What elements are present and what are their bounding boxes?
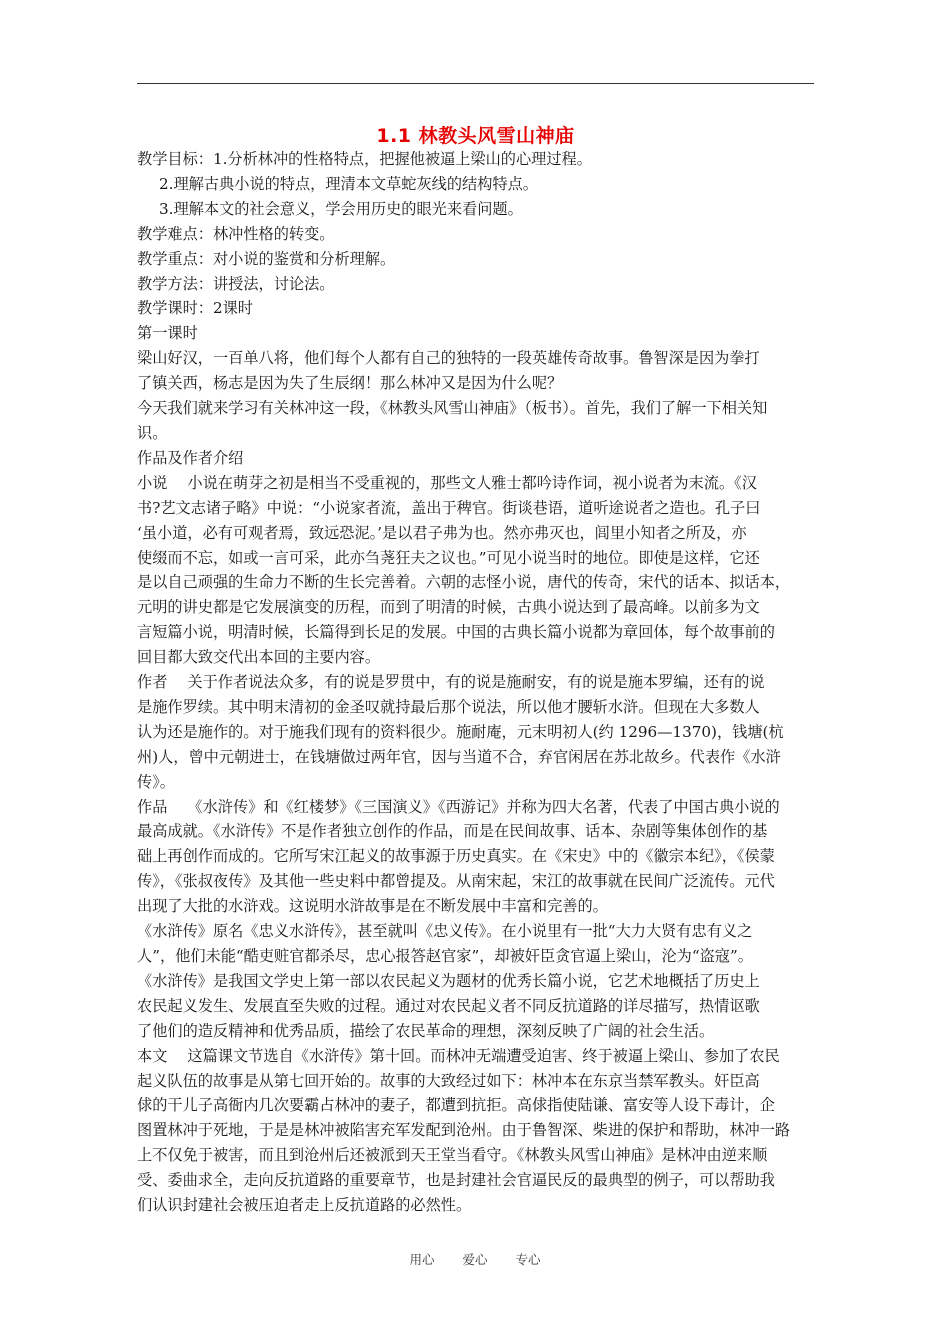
text-line: 人”，他们未能“酷吏赃官都杀尽，忠心报答赵官家”，却被奸臣贪官逼上梁山，沦为“盗寇”。 (137, 947, 753, 965)
text-line: 小说 小说在萌芽之初是相当不受重视的，那些文人雅士都吟诗作词，视小说者为末流。《汉 (137, 473, 757, 492)
footer-word: 爱心 (462, 1252, 488, 1267)
text-line: 传》，《张叔夜传》及其他一些史料中都曾提及。从南宋起，宋江的故事就在民间广泛流传。元代 (137, 872, 775, 891)
text-line: 图置林冲于死地，于是是林冲被陷害充军发配到沧州。由于鲁智深、柴进的保护和帮助，林冲一路 (137, 1121, 791, 1140)
text-line: 书?艺文志诸子略》中说：“小说家者流，盖出于稗官。街谈巷语，道听途说者之造也。孔子曰 (137, 498, 761, 517)
document-body (137, 147, 819, 1218)
text-line: 3.理解本文的社会意义，学会用历史的眼光来看问题。 (159, 199, 523, 218)
text-line: 作者 关于作者说法众多，有的说是罗贯中，有的说是施耐安，有的说是施本罗编，还有的说 (137, 673, 765, 692)
text-line: 传》。 (137, 772, 175, 791)
text-line: 是施作罗续。其中明末清初的金圣叹就持最后那个说法，所以他才腰斩水浒。但现在大多数人 (137, 697, 760, 716)
text-line: 了镇关西，杨志是因为失了生辰纲！那么林冲又是因为什么呢？ (137, 374, 563, 393)
text-line: 教学重点：对小说的鉴赏和分析理解。 (137, 249, 396, 268)
text-line: 教学方法：讲授法，讨论法。 (137, 274, 335, 293)
text-line: 们认识封建社会被压迫者走上反抗道路的必然性。 (137, 1196, 472, 1215)
footer-word: 用心 (409, 1252, 435, 1267)
text-line: 教学课时：2课时 (137, 299, 253, 318)
text-line: 元明的讲史都是它发展演变的历程，而到了明清的时候，古典小说达到了最高峰。以前多为文 (137, 598, 760, 617)
text-line: 础上再创作而成的。它所写宋江起义的故事源于历史真实。在《宋史》中的《徽宗本纪》，《侯蒙 (137, 847, 775, 866)
header-rule (137, 83, 814, 84)
text-line: 梁山好汉，一百单八将，他们每个人都有自己的独特的一段英雄传奇故事。鲁智深是因为拳打 (137, 349, 760, 368)
text-line: 回目都大致交代出本回的主要内容。 (137, 648, 380, 667)
text-line: 使缀而不忘，如或一言可采，此亦刍荛狂夫之议也。”可见小说当时的地位。即使是这样，它还 (137, 548, 760, 567)
text-line: 最高成就。《水浒传》不是作者独立创作的作品，而是在民间故事、话本、杂剧等集体创作的基 (137, 822, 768, 841)
text-line: 今天我们就来学习有关林冲这一段，《林教头风雪山神庙》（板书）。首先，我们了解一下相关知 (137, 399, 768, 418)
text-line: 受、委曲求全，走向反抗道路的重要章节，也是封建社会官逼民反的最典型的例子，可以帮助我 (137, 1171, 775, 1190)
text-line: 教学目标：1.分析林冲的性格特点，把握他被逼上梁山的心理过程。 (137, 150, 592, 168)
text-line: 言短篇小说，明清时候，长篇得到长足的发展。中国的古典长篇小说都为章回体，每个故事前的 (137, 623, 775, 642)
text-line: 州)人，曾中元朝进士，在钱塘做过两年官，因与当道不合，弃官闲居在苏北故乡。代表作《水浒 (137, 747, 781, 766)
section-heading: 作品及作者介绍 (137, 448, 244, 467)
text-line: 认为还是施作的。对于施我们现有的资料很少。施耐庵，元末明初人(约 1296—1370)，钱塘(杭 (137, 722, 784, 741)
text-line: 起义队伍的故事是从第七回开始的。故事的大致经过如下：林冲本在东京当禁军教头。奸臣高 (137, 1071, 760, 1090)
footer-word: 专心 (515, 1252, 541, 1267)
text-line: 了他们的造反精神和优秀品质，描绘了农民革命的理想，深刻反映了广阔的社会生活。 (137, 1021, 715, 1040)
text-line: 识。 (137, 423, 168, 442)
text-line: 出现了大批的水浒戏。这说明水浒故事是在不断发展中丰富和完善的。 (137, 897, 608, 916)
text-line: 教学难点：林冲性格的转变。 (137, 224, 335, 243)
text-line: 2.理解古典小说的特点，理清本文草蛇灰线的结构特点。 (159, 174, 538, 193)
text-line: 《水浒传》原名《忠义水浒传》，甚至就叫《忠义传》。在小说里有一批“大力大贤有忠有义之 (137, 922, 753, 941)
text-line: 上不仅免于被害，而且到沧州后还被派到天王堂当看守。《林教头风雪山神庙》是林冲由逆来顺 (137, 1146, 768, 1165)
text-line: 俅的干儿子高衙内几次要霸占林冲的妻子，都遭到抗拒。高俅指使陆谦、富安等人设下毒计，企 (137, 1096, 775, 1115)
text-line: 本文 这篇课文节选自《水浒传》第十回。而林冲无端遭受迫害、终于被逼上梁山、参加了农民 (137, 1046, 780, 1065)
page-title: 1.1 林教头风雪山神庙 (376, 125, 575, 147)
text-line: 《水浒传》是我国文学史上第一部以农民起义为题材的优秀长篇小说，它艺术地概括了历史上 (137, 971, 760, 990)
text-line: 农民起义发生、发展直至失败的过程。通过对农民起义者不同反抗道路的详尽描写，热情讴歌 (137, 996, 760, 1015)
section-heading: 第一课时 (137, 324, 198, 343)
page-footer (0, 1250, 950, 1268)
text-line: ‘虽小道，必有可观者焉，致远恐泥。’是以君子弗为也。然亦弗灭也，闾里小知者之所及，亦 (137, 523, 747, 542)
text-line: 是以自己顽强的生命力不断的生长完善着。六朝的志怪小说，唐代的传奇，宋代的话本、拟话本， (137, 573, 791, 592)
text-line: 作品 《水浒传》和《红楼梦》《三国演义》《西游记》并称为四大名著，代表了中国古典小说的 (137, 797, 780, 816)
